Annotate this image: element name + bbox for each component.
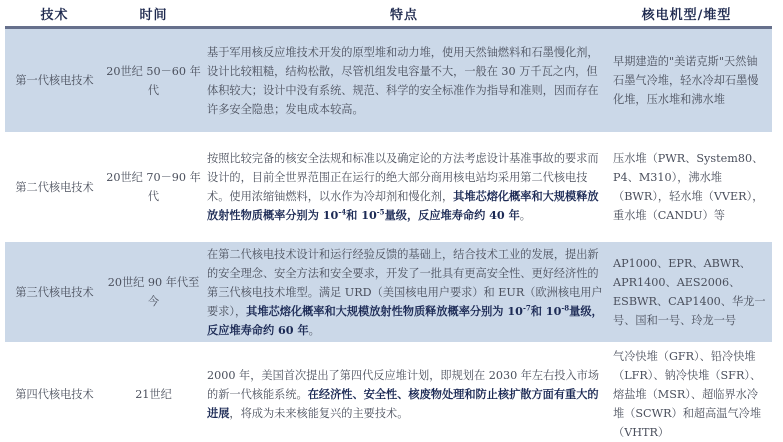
cell-reactors: 压水堆（PWR、System80、P4、M310），沸水堆（BWR），轻水堆（VVER），重水堆（CANDU）等 [613,152,764,222]
cell-features: 在第二代核电技术设计和运行经验反馈的基础上，结合技术工业的发展，提出新的安全理念、安全方法和安全要求，开发了一批具有更高安全性、更好经济性的第三代核电技术堆型。满足 URD（美国核电用户要求）和 EUR（欧洲核电用户要求），其堆芯熔化概率和大规模放射性物质释放概率分别为 $10^{-7}$和 $10^{-8}$量级，反应堆寿命约 60 年。 [207,247,603,337]
header-reactors: 核电机型/堆型 [641,7,732,23]
cell-time: 20世纪 90 年代至今 [107,276,200,308]
cell-reactors: AP1000、EPR、ABWR、APR1400、AES2006、ESBWR、CAP1400、华龙一号、国和一号、玲龙一号 [613,257,766,327]
cell-tech: 第四代核电技术 [15,387,94,401]
features-text: 在第二代核电技术设计和运行经验反馈的基础上，结合技术工业的发展，提出新的安全理念、安全方法和安全要求，开发了一批具有更高安全性、更好经济性的第三代核电技术堆型。满足 URD（美国核电用户要求）和 EUR（欧洲核电用户要求）， [207,247,603,318]
header-tech: 技术 [40,7,69,23]
cell-reactors: 气冷快堆（GFR）、铅冷快堆（LFR）、钠冷快堆（SFR）、熔盐堆（MSR）、超临界水冷堆（SCWR）和超高温气冷堆（VHTR） [613,349,762,439]
cell-time: 20世纪 70－90 年代 [106,171,201,203]
cell-tech: 第二代核电技术 [15,180,94,194]
features-text: 基于军用核反应堆技术开发的原型堆和动力堆，使用天然铀燃料和石墨慢化剂，设计比较粗糙，结构松散，尽管机组发电容量不大，一般在 30 万千瓦之内，但体积较大；设计中没有系统、规范、科学的安全标准作为指导和准则，因而存在许多安全隐患；发电成本较高。 [207,45,599,116]
cell-tech: 第一代核电技术 [15,74,94,87]
features-highlight: 其堆芯熔化概率和大规模释放放射性物质概率分别为 $10^{-4}$和 $10^{-5}$量级，反应堆寿命约 40 年 [207,189,599,222]
table-header [5,0,772,29]
cell-features [203,43,605,119]
table-row [5,136,772,238]
nuclear-tech-generations-table [5,0,772,442]
cell-time: 21世纪 [135,387,172,401]
cell-time: 20世纪 50－60 年代 [106,64,201,97]
header-time: 时间 [139,7,168,23]
table-row [5,29,772,132]
cell-tech: 第三代核电技术 [15,285,94,299]
features-text: 按照比较完备的核安全法规和标准以及确定论的方法考虑设计基准事故的要求而设计的，目前全世界范围正在运行的绝大部分商用核电站均采用第二代核电技术。使用浓缩铀燃料，以水作为冷却剂和慢化剂， [207,152,599,203]
features-highlight: 其堆芯熔化概率和大规模放射性物质释放概率分别为 $10^{-7}$和 $10^{-8}$量级，反应堆寿命约 60 年 [207,302,603,337]
cell-reactors: 早期建造的"美诺克斯"天然铀石墨气冷堆，轻水冷却石墨慢化堆，压水堆和沸水堆 [613,55,759,106]
header-features: 特点 [389,7,418,23]
features-highlight: 在经济性、安全性、核废物处理和防止核扩散方面有重大的进展 [207,386,599,420]
features-text: 2000 年，美国首次提出了第四代反应堆计划，即规划在 2030 年左右投入市场的新一代核能系统。 [207,368,600,401]
table-row [5,242,772,342]
cell-features: 按照比较完备的核安全法规和标准以及确定论的方法考虑设计基准事故的要求而设计的，目前全世界范围正在运行的绝大部分商用核电站均采用第二代核电技术。使用浓缩铀燃料，以水作为冷却剂和慢化剂，其堆芯熔化概率和大规模释放放射性物质概率分别为 $10^{-4}$和 $10^{-5}$量级，反应堆寿命约 40 年。 [207,152,599,222]
table-row [5,346,772,442]
cell-features: 2000 年，美国首次提出了第四代反应堆计划，即规划在 2030 年左右投入市场的新一代核能系统。在经济性、安全性、核废物处理和防止核扩散方面有重大的进展，将成为未来核能复兴的主要技术。 [207,368,600,420]
